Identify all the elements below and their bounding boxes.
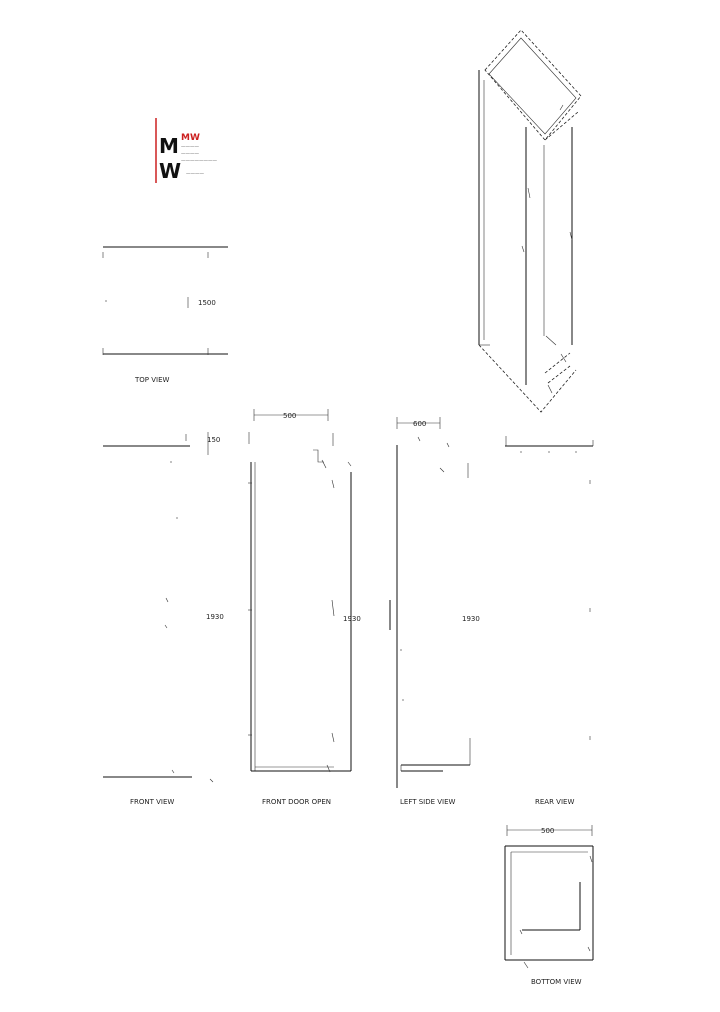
left-side-dim-mid: 1930 xyxy=(462,615,480,623)
front-view-dim-top: 150 xyxy=(207,436,221,444)
top-view-dim-right: 1500 xyxy=(198,299,216,307)
left-side-dim-top: 600 xyxy=(413,420,427,428)
company-logo xyxy=(156,118,218,183)
bottom-view-dim-top: 500 xyxy=(541,827,555,835)
bottom-view-label: BOTTOM VIEW xyxy=(531,978,582,986)
front-door-dim-top: 500 xyxy=(283,412,297,420)
front-view-label: FRONT VIEW xyxy=(130,798,175,806)
logo-line-2: ———— xyxy=(181,152,199,157)
isometric-view xyxy=(479,30,581,412)
front-door-dim-mid: 1930 xyxy=(343,615,361,623)
front-view-dim-mid: 1930 xyxy=(206,613,224,621)
left-side-view xyxy=(390,417,480,806)
logo-mark-m: M xyxy=(159,134,179,158)
bottom-view xyxy=(505,825,593,986)
left-side-label: LEFT SIDE VIEW xyxy=(400,798,456,806)
front-view xyxy=(103,432,224,806)
top-view xyxy=(103,247,228,384)
front-door-view xyxy=(248,409,361,806)
rear-view-label: REAR VIEW xyxy=(535,798,575,806)
front-door-label: FRONT DOOR OPEN xyxy=(262,798,332,806)
rear-view xyxy=(505,436,593,806)
logo-line-1: ———— xyxy=(181,145,199,150)
logo-name: MW xyxy=(181,133,200,143)
logo-mark-w: W xyxy=(159,159,182,183)
logo-line-4: ———— xyxy=(186,172,204,177)
logo-line-3: ———————— xyxy=(181,159,217,164)
top-view-label: TOP VIEW xyxy=(135,376,170,384)
